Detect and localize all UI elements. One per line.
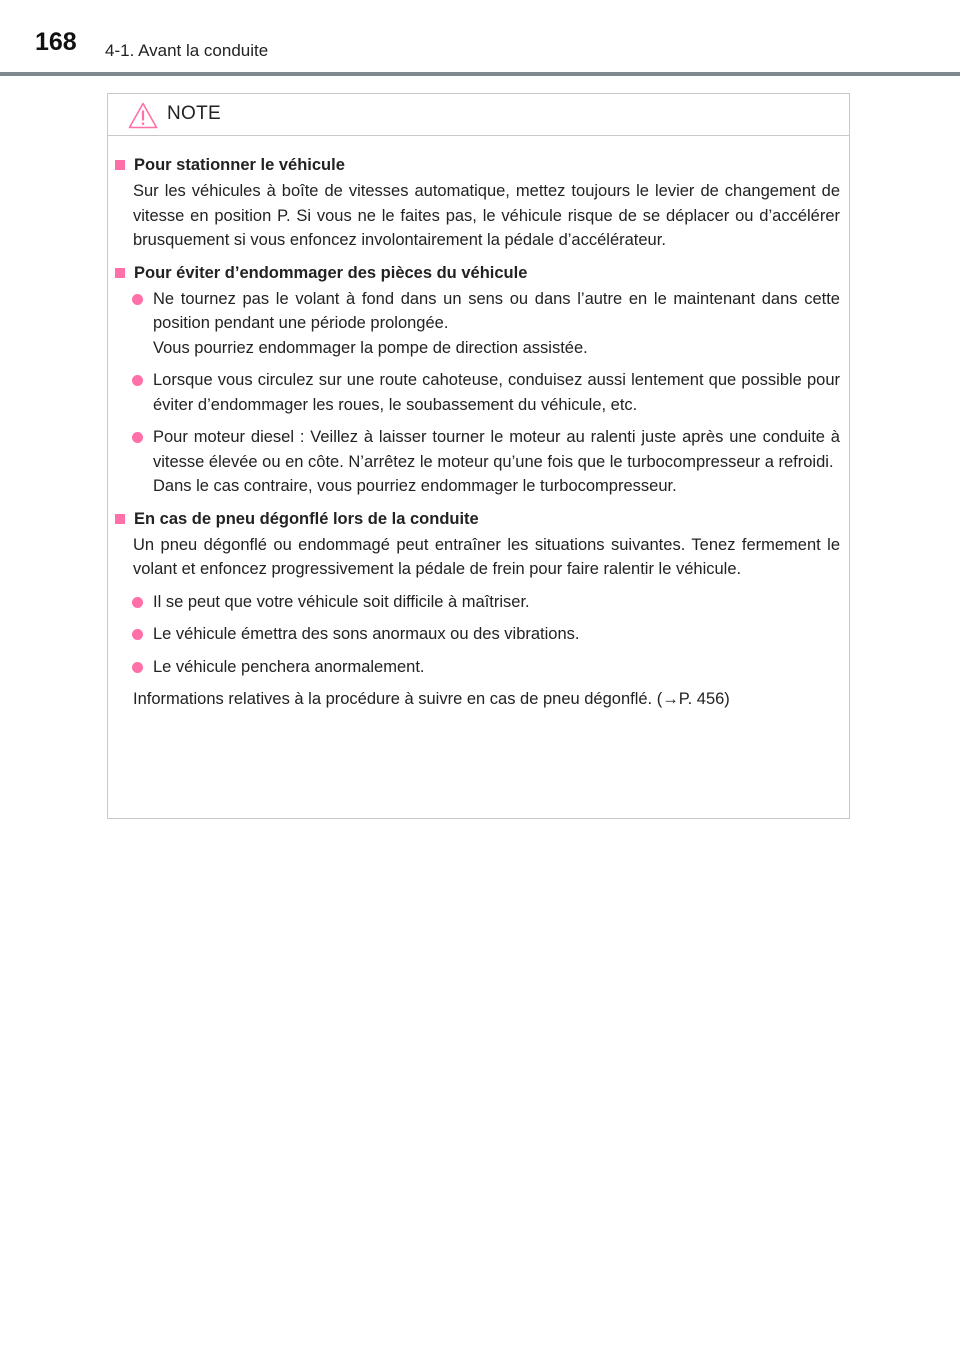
page-number: 168: [35, 28, 77, 56]
list-item: [132, 287, 840, 361]
bullet-text: Il se peut que votre véhicule soit difficile à maîtriser.: [153, 592, 530, 611]
circle-bullet-icon: [132, 294, 143, 305]
section-heading: Pour éviter d’endommager des pièces du véhicule: [134, 263, 528, 282]
bullet-text: Le véhicule penchera anormalement.: [153, 657, 425, 676]
bullet-text: Ne tournez pas le volant à fond dans un sens ou dans l’autre en le maintenant dans cette position pendant une période prolongée.: [153, 289, 840, 332]
section-paragraph: Un pneu dégonflé ou endommagé peut entraîner les situations suivantes. Tenez fermement le volant et enfoncez progressivement la pédale de frein pour faire ralentir le véhicule.: [133, 535, 840, 578]
circle-bullet-icon: [132, 375, 143, 386]
square-bullet-icon: [115, 268, 125, 278]
section-heading: En cas de pneu dégonflé lors de la conduite: [134, 509, 479, 528]
square-bullet-icon: [115, 514, 125, 524]
bullet-text: Vous pourriez endommager la pompe de direction assistée.: [153, 338, 588, 357]
list-item: [132, 655, 840, 680]
list-item: [132, 425, 840, 499]
page-reference[interactable]: Informations relatives à la procédure à suivre en cas de pneu dégonflé. (→P. 456): [133, 690, 730, 708]
header-rule: [0, 72, 960, 76]
note-body: [108, 136, 849, 712]
bullet-text: Dans le cas contraire, vous pourriez endommager le turbocompresseur.: [153, 477, 677, 495]
circle-bullet-icon: [132, 629, 143, 640]
warning-triangle-icon: [128, 102, 158, 129]
section-damage: [115, 261, 840, 499]
list-item: [132, 368, 840, 417]
list-item: [132, 622, 840, 647]
section-heading: Pour stationner le véhicule: [134, 156, 345, 174]
bullet-text: Le véhicule émettra des sons anormaux ou des vibrations.: [153, 625, 580, 643]
section-flat-tire: [115, 507, 840, 712]
note-box: [107, 93, 850, 819]
note-header: [108, 94, 849, 136]
bullet-text: Lorsque vous circulez sur une route cahoteuse, conduisez aussi lentement que possible pour éviter d’endommager les roues, le soubassement du véhicule, etc.: [153, 371, 840, 414]
list-item: [132, 590, 840, 615]
section-paragraph: Sur les véhicules à boîte de vitesses automatique, mettez toujours le levier de changement de vitesse en position P. Si vous ne le faites pas, le véhicule risque de se déplacer ou d’accélérer brusquement si vous enfoncez involontairement la pédale d’accélérateur.: [133, 182, 840, 249]
square-bullet-icon: [115, 160, 125, 170]
note-label: NOTE: [167, 103, 221, 124]
bullet-text: Pour moteur diesel : Veillez à laisser tourner le moteur au ralenti juste après une conduite à vitesse élevée ou en côte. N’arrêtez le moteur qu’une fois que le turbocompresseur a refroidi.: [153, 428, 840, 471]
circle-bullet-icon: [132, 662, 143, 673]
circle-bullet-icon: [132, 432, 143, 443]
section-title: 4-1. Avant la conduite: [105, 41, 269, 60]
circle-bullet-icon: [132, 597, 143, 608]
section-parking: [115, 153, 840, 253]
